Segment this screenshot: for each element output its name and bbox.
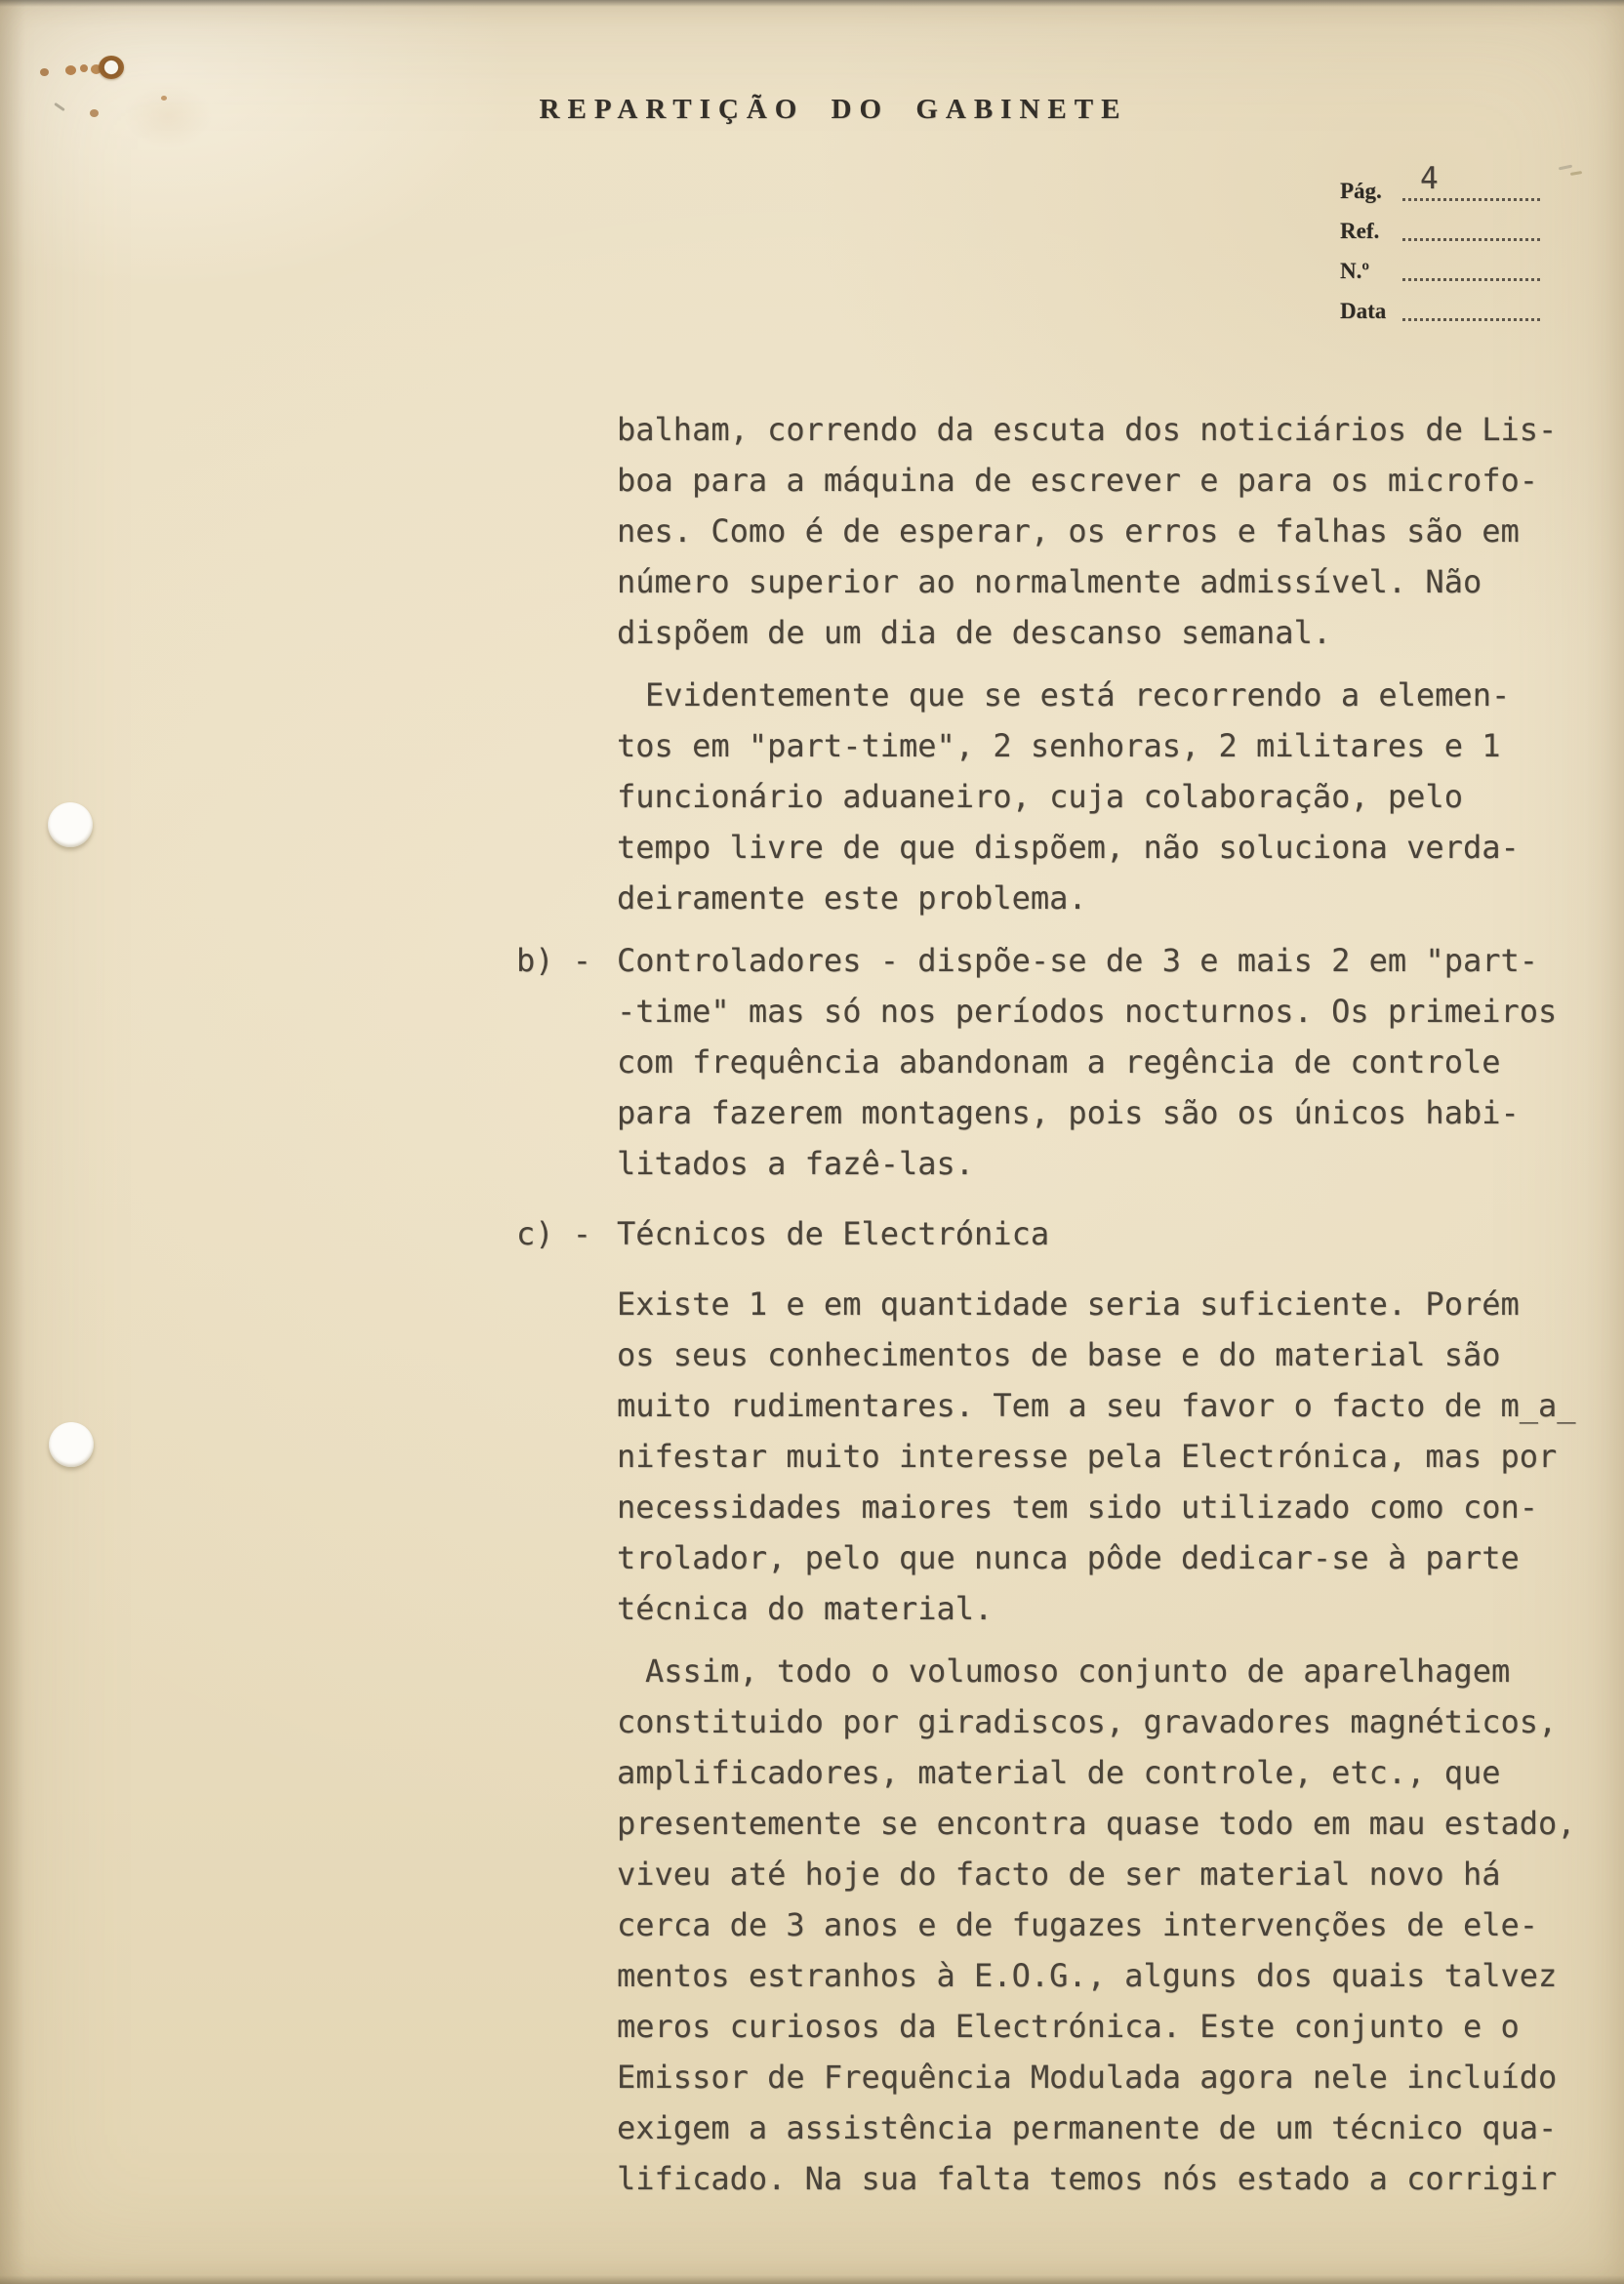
meta-dotted-line <box>1402 278 1540 281</box>
meta-row <box>1340 284 1540 324</box>
meta-dotted-line <box>1402 161 1540 201</box>
text-line: Assim, todo o volumoso conjunto de aparelhagem <box>645 1652 1511 1690</box>
document-body <box>516 404 1598 2204</box>
text-line: tempo livre de que dispõem, não soluciona verda- <box>617 829 1520 866</box>
text-line: número superior ao normalmente admissível. Não <box>617 563 1482 600</box>
meta-label: Data <box>1340 299 1387 323</box>
paragraph <box>617 1279 1598 1634</box>
text-line: litados a fazê-las. <box>617 1145 975 1182</box>
text-line: com frequência abandonam a regência de controle <box>617 1043 1501 1081</box>
rust-stain <box>80 64 88 72</box>
page-number-value: 4 <box>1420 161 1439 196</box>
meta-row <box>1340 204 1540 244</box>
paragraph <box>617 670 1598 923</box>
text-line: Controladores - dispõe-se de 3 e mais 2 em "part- <box>617 942 1539 979</box>
scan-edge-bottom <box>0 2275 1624 2284</box>
list-item <box>516 1208 1598 1259</box>
pencil-mark <box>1570 171 1582 176</box>
text-line: técnica do material. <box>617 1590 994 1627</box>
text-line: -time" mas só nos períodos nocturnos. Os primeiros <box>617 993 1558 1030</box>
list-item <box>516 935 1598 1189</box>
text-line: os seus conhecimentos de base e do material são <box>617 1336 1501 1373</box>
text-line: amplificadores, material de controle, etc., que <box>617 1754 1501 1791</box>
text-line: funcionário aduaneiro, cuja colaboração, pelo <box>617 778 1463 815</box>
punch-hole <box>49 1422 94 1467</box>
text-line: mentos estranhos à E.O.G., alguns dos quais talvez <box>617 1957 1558 1994</box>
scan-edge-top <box>0 0 1624 7</box>
text-line: Evidentemente que se está recorrendo a elemen- <box>645 676 1511 714</box>
rust-stain <box>40 68 49 76</box>
text-line: tos em "part-time", 2 senhoras, 2 militares e 1 <box>617 727 1501 764</box>
paragraph <box>617 404 1598 658</box>
text-line: dispõem de um dia de descanso semanal. <box>617 614 1332 651</box>
text-line: trolador, pelo que nunca pôde dedicar-se à parte <box>617 1539 1520 1576</box>
text-line: cerca de 3 anos e de fugazes intervenções de ele- <box>617 1906 1539 1943</box>
meta-row <box>1340 244 1540 284</box>
text-line: Emissor de Frequência Modulada agora nele incluído <box>617 2059 1558 2096</box>
meta-row <box>1340 161 1540 204</box>
text-line: boa para a máquina de escrever e para os microfo- <box>617 462 1539 499</box>
text-line: exigem a assistência permanente de um técnico qua- <box>617 2109 1558 2146</box>
text-line: meros curiosos da Electrónica. Este conjunto e o <box>617 2008 1520 2045</box>
left-crease-shadow <box>0 0 25 2284</box>
text-line: nes. Como é de esperar, os erros e falhas são em <box>617 512 1520 550</box>
meta-label: Pág. <box>1340 179 1382 203</box>
text-line: viveu até hoje do facto de ser material novo há <box>617 1856 1501 1893</box>
text-line: presentemente se encontra quase todo em mau estado, <box>617 1805 1576 1842</box>
text-line: para fazerem montagens, pois são os únicos habi- <box>617 1094 1520 1131</box>
list-item-marker: b) - <box>516 942 592 979</box>
rust-stain <box>65 65 76 75</box>
meta-label: Ref. <box>1340 219 1380 243</box>
page-title: REPARTIÇÃO DO GABINETE <box>539 94 1128 125</box>
text-line: nifestar muito interesse pela Electrónica, mas por <box>617 1438 1558 1475</box>
meta-block <box>1340 161 1540 324</box>
meta-dotted-line <box>1402 318 1540 321</box>
meta-label: N.º <box>1340 259 1369 283</box>
meta-dotted-line <box>1402 238 1540 241</box>
punch-hole <box>48 802 93 847</box>
paragraph <box>617 1646 1598 2204</box>
text-line: Existe 1 e em quantidade seria suficiente. Porém <box>617 1285 1520 1323</box>
pencil-mark <box>1559 165 1572 171</box>
list-item-marker: c) - <box>516 1215 592 1252</box>
text-line: muito rudimentares. Tem a seu favor o facto de m̲a̲ <box>617 1387 1576 1424</box>
text-line: necessidades maiores tem sido utilizado como con- <box>617 1489 1539 1526</box>
text-line: deiramente este problema. <box>617 879 1087 917</box>
rust-stain-ring <box>99 56 124 79</box>
text-line: lificado. Na sua falta temos nós estado a corrigir <box>617 2160 1558 2197</box>
text-line: constituido por giradiscos, gravadores magnéticos, <box>617 1703 1558 1740</box>
text-line: balham, correndo da escuta dos noticiários de Lis- <box>617 411 1558 448</box>
text-line: Técnicos de Electrónica <box>617 1215 1050 1252</box>
